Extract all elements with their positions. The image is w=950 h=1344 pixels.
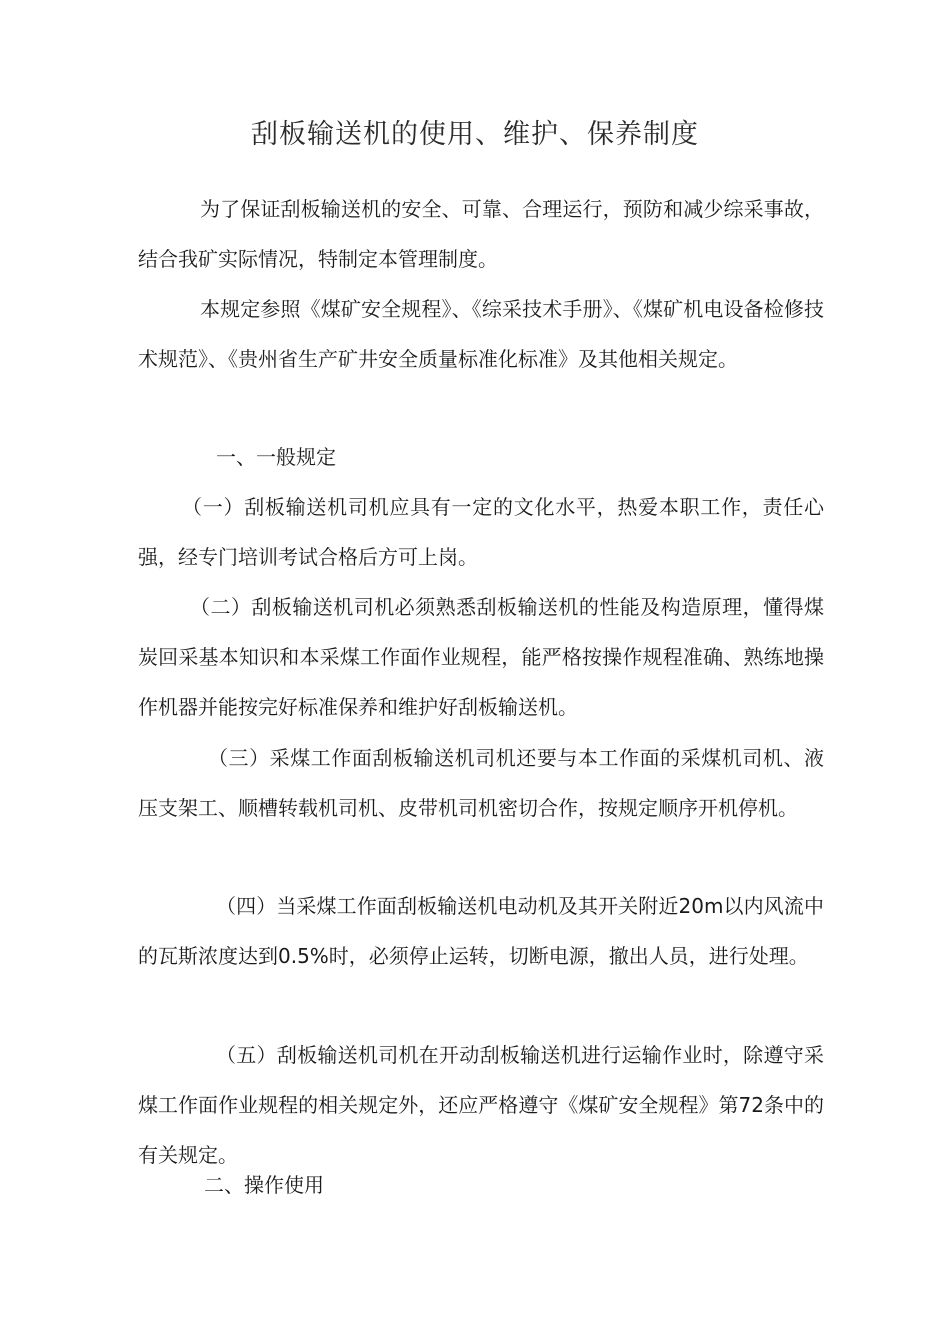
intro-paragraph: 为了保证刮板输送机的安全、可靠、合理运行，预防和减少综采事故，结合我矿实际情况，特制定本管理制度。 xyxy=(138,197,824,271)
rule-item-2: （二）刮板输送机司机必须熟悉刮板输送机的性能及构造原理，懂得煤炭回采基本知识和本采煤工作面作业规程，能严格按操作规程准确、熟练地操作机器并能按完好标准保养和维护好刮板输送机。 xyxy=(138,595,824,719)
rule-item-5: （五）刮板输送机司机在开动刮板输送机进行运输作业时，除遵守采煤工作面作业规程的相关规定外，还应严格遵守《煤矿安全规程》第72条中的有关规定。 xyxy=(138,1043,824,1167)
section-heading-general: 一、一般规定 xyxy=(216,445,336,469)
document-title: 刮板输送机的使用、维护、保养制度 xyxy=(251,119,699,150)
rule-item-3: （三）采煤工作面刮板输送机司机还要与本工作面的采煤机司机、液压支架工、顺槽转载机司机、皮带机司机密切合作，按规定顺序开机停机。 xyxy=(138,746,824,820)
rule-item-4: （四）当采煤工作面刮板输送机电动机及其开关附近20m以内风流中的瓦斯浓度达到0.5%时，必须停止运转，切断电源，撤出人员，进行处理。 xyxy=(138,894,824,968)
section-heading-operation: 二、操作使用 xyxy=(204,1173,324,1197)
reference-paragraph: 本规定参照《煤矿安全规程》、《综采技术手册》、《煤矿机电设备检修技术规范》、《贵州省生产矿井安全质量标准化标准》及其他相关规定。 xyxy=(138,297,824,371)
rule-item-1: （一）刮板输送机司机应具有一定的文化水平，热爱本职工作，责任心强，经专门培训考试合格后方可上岗。 xyxy=(138,495,824,569)
